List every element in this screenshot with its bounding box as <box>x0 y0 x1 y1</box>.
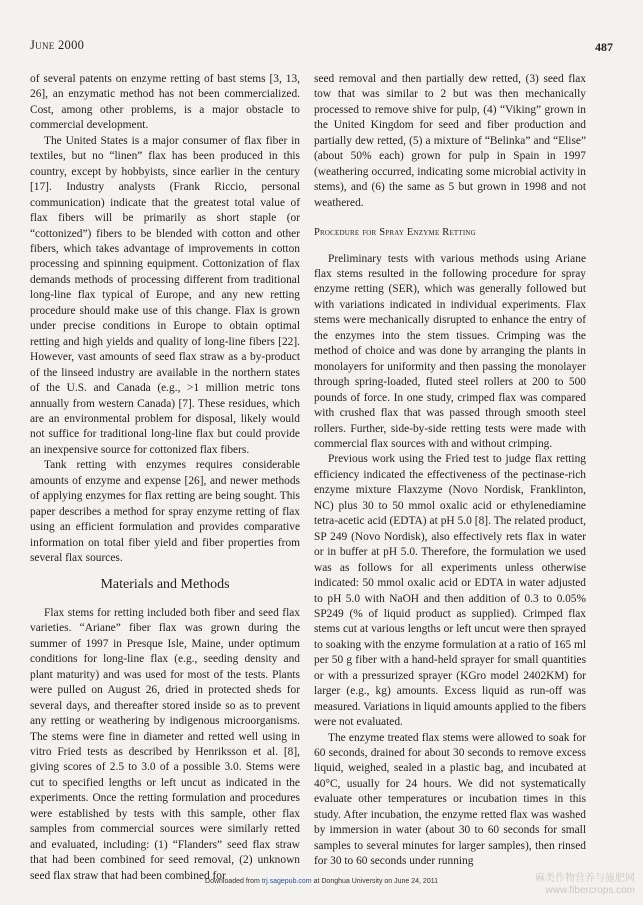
watermark-line-2: www.fibercrops.com <box>545 885 635 896</box>
page-number: 487 <box>595 40 613 54</box>
paragraph: Previous work using the Fried test to judge flax retting efficiency indicated the effectiveness of the pectinase-rich enzyme mixture Flaxzyme (Novo Nordisk, Franklinton, NC) plus 30 to 50 mmol oxalic acid or ethylenediamine tetra-acetic acid (EDTA) at pH 5.0 [8]. The related product, SP 249 (Novo Nordisk), also effectively rets flax in water or in buffer at pH 5.0. Therefore, the formulation we used was as follows for all experiments unless otherwise indicated: 50 mmol oxalic acid or EDTA in water adjusted to pH 5.0 with NaOH and then addition of 0.3 to 0.05% SP249 (% of liquid product as supplied). Crimped flax stems cut at various lengths or left uncut were then sprayed to soaking with the enzyme formulation at a ratio of 165 ml per 50 g fiber with a hand-held sprayer for small quantities or with a pressurized sprayer (KGro model 2402KM) for larger (e.g., kg) amounts. Excess liquid as run-off was measured. Variations in liquid amounts applied to the fibers were not evaluated. <box>314 453 586 729</box>
left-column <box>30 72 300 884</box>
paragraph: seed removal and then partially dew retted, (3) seed flax tow that was similar to 2 but was then mechanically processed to remove shive for pulp, (4) “Viking” grown in the United Kingdom for seed and fiber production and partially dew retted, (5) a mixture of “Belinka” and “Elise” (about 50% each) grown for pulp in Spain in 1997 (weathering occurred, indicating some microbial activity in stems), and (6) the same as 5 but grown in 1998 and not weathered. <box>314 73 586 209</box>
right-column <box>314 72 586 870</box>
journal-date: June 2000 <box>30 38 85 52</box>
footer-suffix: at Donghua University on June 24, 2011 <box>311 878 438 885</box>
subsection-title: Procedure for Spray Enzyme Retting <box>314 227 476 239</box>
watermark <box>535 873 635 897</box>
footer-prefix: Downloaded from <box>205 878 262 885</box>
section-title: Materials and Methods <box>100 576 230 592</box>
watermark-line-1: 麻类作物营养与施肥网 <box>535 873 635 884</box>
paragraph: The United States is a major consumer of flax fiber in textiles, but no “linen” flax has been produced in this country, except by hobbyists, since earlier in the century [17]. Industry analysts (Frank Riccio, personal communication) indicate that the greatest total value of flax fibers will be primarily as short staple (or “cottonized”) fibers to be blended with cotton and other fibers, which takes advantage of improvements in cotton processing and spinning equipment. Cottonization of flax demands methods of processing different from traditional long-line flax typical of Europe, and any new retting procedure should make use of this change. Flax is grown under precise conditions in Europe to obtain optimal retting and high yields and quality of long-line fibers [22]. However, vast amounts of seed flax straw as a by-product of the linseed industry are available in the northern states of the U.S. and Canada (e.g., >1 million metric tons annually from western Canada) [7]. These residues, which are an environmental problem for disposal, likely would not suffice for traditional long-line flax but could provide an inexpensive source for cottonized flax fibers. <box>30 134 300 456</box>
paragraph: Tank retting with enzymes requires considerable amounts of enzyme and expense [26], and newer methods of applying enzymes for flax retting are being sought. This paper describes a method for spray enzyme retting of flax using an efficient formulation and provides comparative information on total fiber yield and fiber properties from several flax sources. <box>30 459 300 565</box>
paragraph: Flax stems for retting included both fiber and seed flax varieties. “Ariane” fiber flax was grown during the summer of 1997 in Presque Isle, Maine, under optimum conditions for long-line flax (e.g., seeding density and plant maturity) and was used for most of the tests. Plants were pulled on August 26, dried in protected sheds for several days, and thereafter stored inside so as to prevent any retting or weathering by indigenous microorganisms. The stems were fine in diameter and retted well using in vitro Fried tests as described by Henriksson et al. [8], giving scores of 2.5 to 3.0 of a possible 3.0. Stems were cut to specified lengths or left uncut as indicated in the experiments. Once the retting formulation and procedures were established by tests with this sample, other flax samples from commercial sources were similarly retted and evaluated, including: (1) “Flanders” seed flax straw that had been combined for seed removal, (2) unknown seed flax straw that had been combined for <box>30 606 300 882</box>
paragraph: The enzyme treated flax stems were allowed to soak for 60 seconds, drained for about 30 seconds to remove excess liquid, weighed, sealed in a plastic bag, and incubated at 40°C, usually for 24 hours. We did not systematically evaluate other temperatures or incubation times in this study. After incubation, the enzyme retted flax was washed by immersion in water (about 30 to 60 seconds for small samples to several minutes for larger samples), then rinsed for 30 to 60 seconds under running <box>314 731 586 868</box>
footer-link[interactable]: trj.sagepub.com <box>261 878 312 885</box>
running-header <box>30 38 613 58</box>
paragraph: Preliminary tests with various methods using Ariane flax stems resulted in the following procedure for spray enzyme retting (SER), which was generally followed but with variations indicated in individual experiments. Flax stems were mechanically disrupted to enhance the entry of the enzymes into the stem tissues. Crimping was the method of choice and was done by arranging the plants in monolayers for uniformity and then passing the monolayer through spring-loaded, fluted steel rollers at 200 to 500 pounds of force. In one study, crimped flax was compared with crushed flax that was passed through smooth steel rollers. Further, side-by-side retting tests were made with commercial flax sources with and without crimping. <box>314 252 586 450</box>
paragraph: of several patents on enzyme retting of bast stems [3, 13, 26], an enzymatic method has not been commercialized. Cost, among other problems, is a major obstacle to commercial development. <box>30 73 300 132</box>
